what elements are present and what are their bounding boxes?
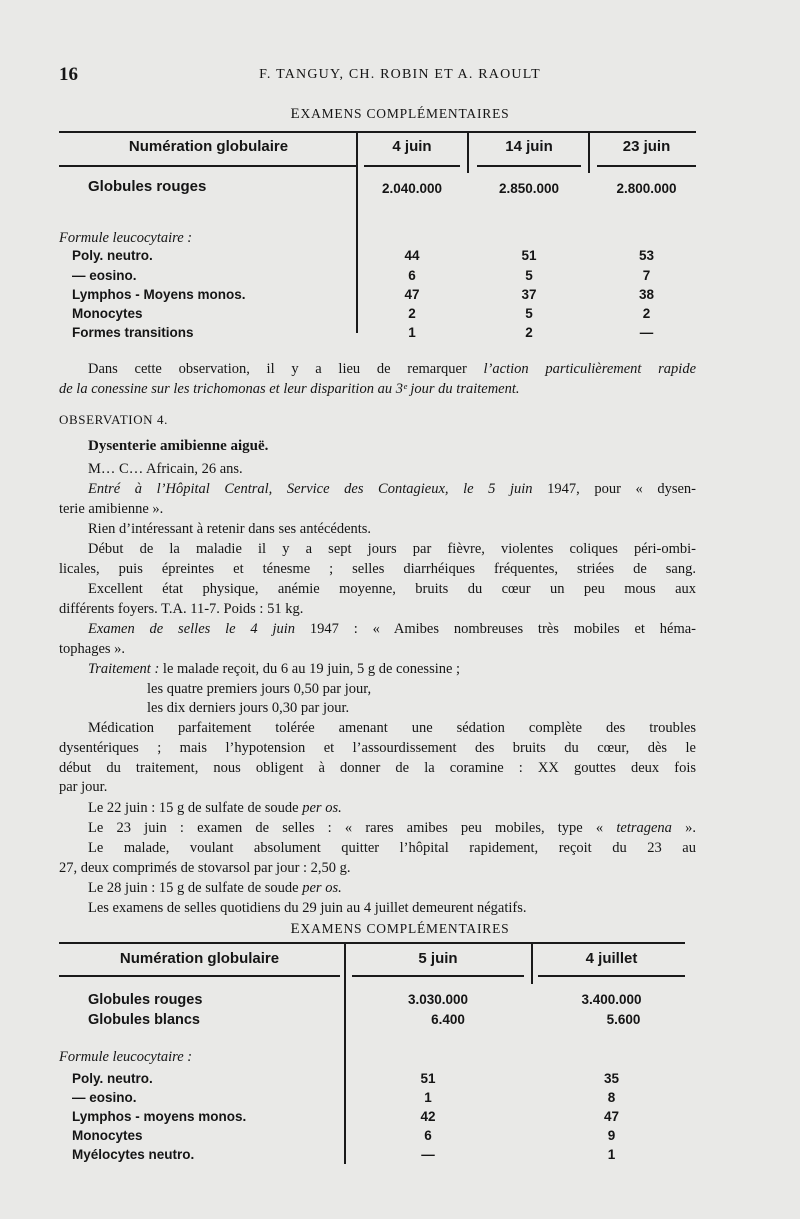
table2-white-label: Globules blancs [88,1012,200,1028]
table1-top-rule [59,131,696,133]
day23-line: Le 23 juin : examen de selles : « rares amibes peu mobiles, type « tetragena ». [88,820,696,836]
remark-line: Dans cette observation, il y a lieu de remarquer l’action particulièrement rapide [88,361,697,377]
table2-cell: 8 [607,1090,616,1105]
entry-line: Entré à l’Hôpital Central, Service des Contagieux, le 5 juin 1947, pour « dysen- [88,481,696,497]
table1-row-label: — eosino. [72,268,137,283]
page-number: 16 [59,64,78,85]
table2-header-rule [59,975,340,977]
medication-line: par jour. [59,779,108,795]
final-line: Les examens de selles quotidiens du 29 juin au 4 juillet demeurent négatifs. [88,900,527,916]
table1-date: 23 juin [622,138,671,155]
table1-header-rule [477,165,581,167]
table2-cell: 6 [424,1128,432,1143]
table1-header-rule [59,165,358,167]
table1-red-value: 2.800.000 [616,181,677,196]
exam-line: tophages ». [59,641,126,657]
table2-cell: 51 [420,1071,436,1086]
table1-cell: 7 [642,268,651,283]
table1-header-rule [364,165,460,167]
table2-col-divider [344,944,346,1164]
treatment-line: les quatre premiers jours 0,50 par jour, [147,681,372,697]
table1-cell: 38 [638,287,655,302]
state-line: Excellent état physique, anémie moyenne, bruits du cœur un peu mous aux [88,581,696,597]
table2-header-rule [538,975,685,977]
table1-row-label: Formes transitions [72,325,194,340]
table1-cell: — [639,325,654,340]
table2-date: 5 juin [418,950,458,967]
table2-formula-label: Formule leucocytaire : [59,1049,193,1065]
medication-line: Médication parfaitement tolérée amenant une sédation complète des troubles [88,720,696,736]
table1-cell: 44 [404,248,420,263]
running-title: F. TANGUY, CH. ROBIN ET A. RAOULT [259,67,541,82]
table2-row-label: Poly. neutro. [72,1071,153,1086]
table2-red-value: 3.030.000 [407,992,469,1007]
table2-cell: 35 [603,1071,620,1086]
table2-col-divider [531,944,533,984]
observation-title: Dysenterie amibienne aiguë. [88,438,269,454]
treatment-line: les dix derniers jours 0,30 par jour. [147,700,350,716]
table2-cell: 1 [607,1147,616,1162]
table1-header-rule [597,165,696,167]
table1-cell: 2 [408,306,416,321]
table2-red-label: Globules rouges [88,992,203,1008]
table1-cell: 6 [408,268,416,283]
table1-formula-label: Formule leucocytaire : [59,230,193,246]
day22-line: Le 22 juin : 15 g de sulfate de soude per os. [88,800,342,816]
table2-cell: 1 [424,1090,432,1105]
table1-row-label: Poly. neutro. [72,248,153,263]
table1-col-header: Numération globulaire [128,138,289,155]
table1-cell: 53 [638,248,655,263]
table2-cell: 9 [607,1128,616,1143]
table2-row-label: Myélocytes neutro. [72,1147,195,1162]
observation-heading: OBSERVATION 4. [59,412,168,427]
table1-col-divider [356,133,358,333]
table1-title: EXAMENS COMPLÉMENTAIRES [290,106,510,122]
day28-line: Le 28 juin : 15 g de sulfate de soude per os. [88,880,342,896]
table1-row-label: Lymphos - Moyens monos. [72,287,246,302]
table2-white-value: 5.600 [606,1012,641,1027]
exam-line: Examen de selles le 4 juin 1947 : « Amibes nombreuses très mobiles et héma- [88,621,696,637]
table2-row-label: Monocytes [72,1128,143,1143]
remark-line: de la conessine sur les trichomonas et leur disparition au 3ᵉ jour du traitement. [59,381,520,397]
table2-col-header: Numération globulaire [119,950,280,967]
table1-cell: 5 [525,268,533,283]
table2-white-value: 6.400 [431,1012,465,1027]
treatment-line: Traitement : le malade reçoit, du 6 au 19 juin, 5 g de conessine ; [88,661,461,677]
table1-cell: 51 [521,248,537,263]
table2-top-rule [59,942,685,944]
table2-header-rule [352,975,524,977]
leave-line: Le malade, voulant absolument quitter l’hôpital rapidement, reçoit du 23 au [88,840,696,856]
table2-cell: 47 [603,1109,620,1124]
medication-line: début du traitement, nous obligent à donner de la coramine : XX gouttes deux fois [59,760,696,776]
table1-cell: 2 [525,325,533,340]
table1-red-value: 2.850.000 [498,181,560,196]
leave-line: 27, deux comprimés de stovarsol par jour : 2,50 g. [59,860,351,876]
table1-red-value: 2.040.000 [381,181,443,196]
onset-line: Début de la maladie il y a sept jours par fièvre, violentes coliques péri-ombi- [88,541,696,557]
table1-date: 4 juin [392,138,432,155]
patient-line: M… C… Africain, 26 ans. [88,461,243,477]
state-line: différents foyers. T.A. 11-7. Poids : 51 kg. [59,601,304,617]
table2-red-value: 3.400.000 [581,992,642,1007]
table2-title: EXAMENS COMPLÉMENTAIRES [290,921,510,937]
table1-col-divider [467,133,469,173]
medication-line: dysentériques ; mais l’hypotension et l’assourdissement des bruits du cœur, dès le [59,740,696,756]
table1-date: 14 juin [505,138,553,155]
table1-cell: 47 [404,287,420,302]
table2-row-label: Lymphos - moyens monos. [72,1109,247,1124]
table1-row-label: Monocytes [72,306,143,321]
table1-red-label: Globules rouges [88,178,207,195]
table2-date: 4 juillet [585,950,638,967]
table2-cell: 42 [420,1109,436,1124]
table1-cell: 5 [525,306,533,321]
onset-line: licales, puis épreintes et ténesme ; selles diarrhéiques fréquentes, striées de sang. [59,561,696,577]
table2-cell: — [421,1147,435,1162]
table2-row-label: — eosino. [72,1090,137,1105]
table1-cell: 2 [642,306,651,321]
table1-cell: 1 [408,325,416,340]
history-line: Rien d’intéressant à retenir dans ses antécédents. [88,521,372,537]
table1-col-divider [588,133,590,173]
entry-line: terie amibienne ». [59,501,164,517]
table1-cell: 37 [521,287,537,302]
